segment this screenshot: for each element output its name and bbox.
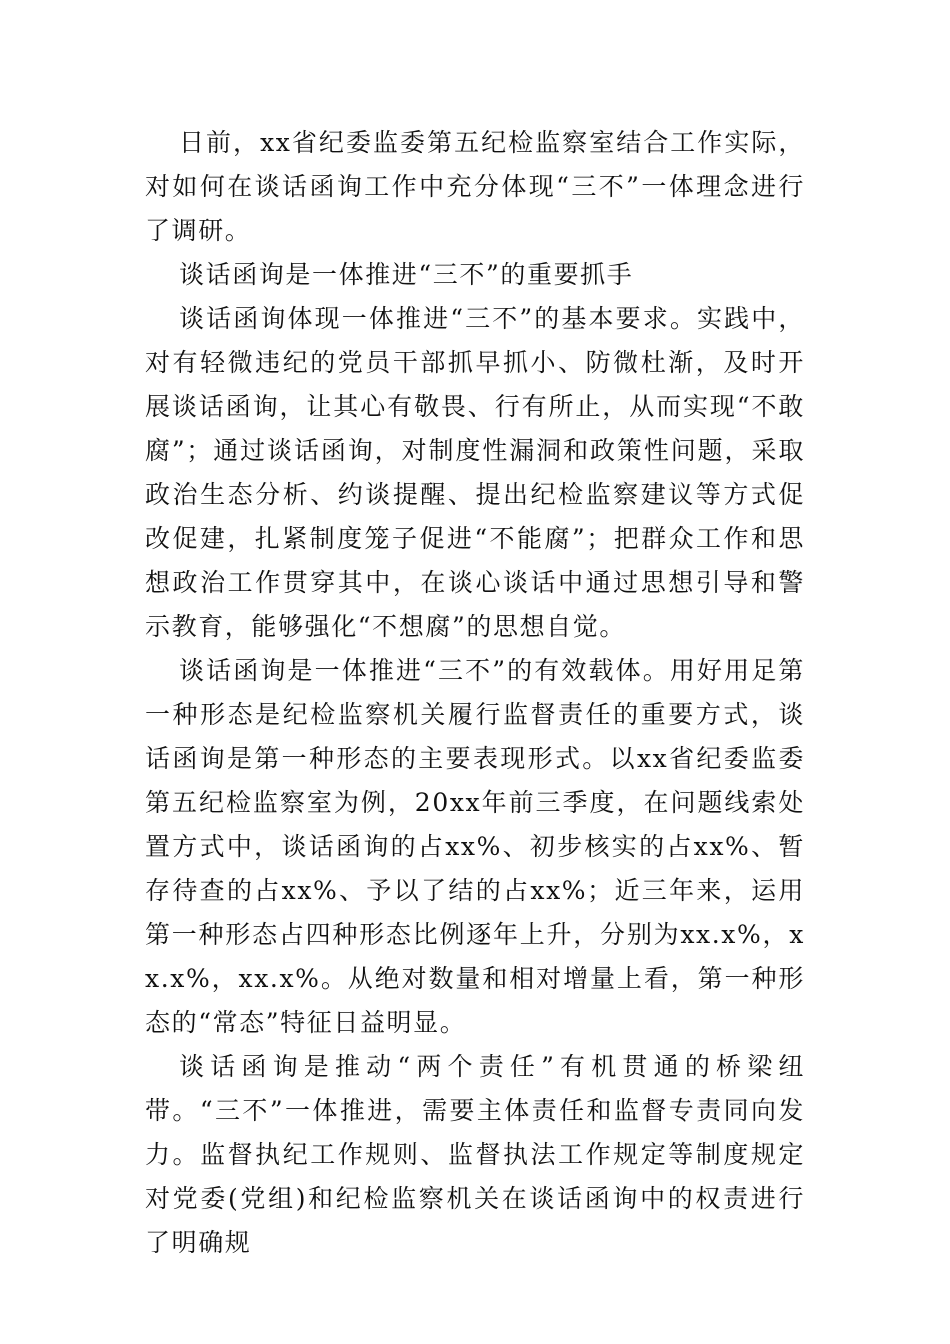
body-paragraph-1: 谈话函询体现一体推进“三不”的基本要求。实践中，对有轻微违纪的党员干部抓早抓小、防微杜渐，及时开展谈话函询，让其心有敬畏、行有所止，从而实现“不敢腐”；通过谈话函询，对制度性漏洞和政策性问题，采取政治生态分析、约谈提醒、提出纪检监察建议等方式促改促建，扎紧制度笼子促进“不能腐”；把群众工作和思想政治工作贯穿其中，在谈心谈话中通过思想引导和警示教育，能够强化“不想腐”的思想自觉。 xyxy=(145,304,805,641)
section-heading: 谈话函询是一体推进“三不”的重要抓手 xyxy=(179,260,634,289)
intro-paragraph: 日前，xx省纪委监委第五纪检监察室结合工作实际，对如何在谈话函询工作中充分体现“三不”一体理念进行了调研。 xyxy=(145,128,805,245)
document-body xyxy=(145,121,805,1265)
body-paragraph-2: 谈话函询是一体推进“三不”的有效载体。用好用足第一种形态是纪检监察机关履行监督责任的重要方式，谈话函询是第一种形态的主要表现形式。以xx省纪委监委第五纪检监察室为例，20xx年前三季度，在问题线索处置方式中，谈话函询的占xx%、初步核实的占xx%、暂存待查的占xx%、予以了结的占xx%；近三年来，运用第一种形态占四种形态比例逐年上升，分别为xx.x%，xx.x%，xx.x%。从绝对数量和相对增量上看，第一种形态的“常态”特征日益明显。 xyxy=(145,656,805,1037)
body-paragraph-3: 谈话函询是推动“两个责任”有机贯通的桥梁纽带。“三不”一体推进，需要主体责任和监督专责同向发力。监督执纪工作规则、监督执法工作规定等制度规定对党委(党组)和纪检监察机关在谈话函询中的权责进行了明确规 xyxy=(145,1052,805,1257)
